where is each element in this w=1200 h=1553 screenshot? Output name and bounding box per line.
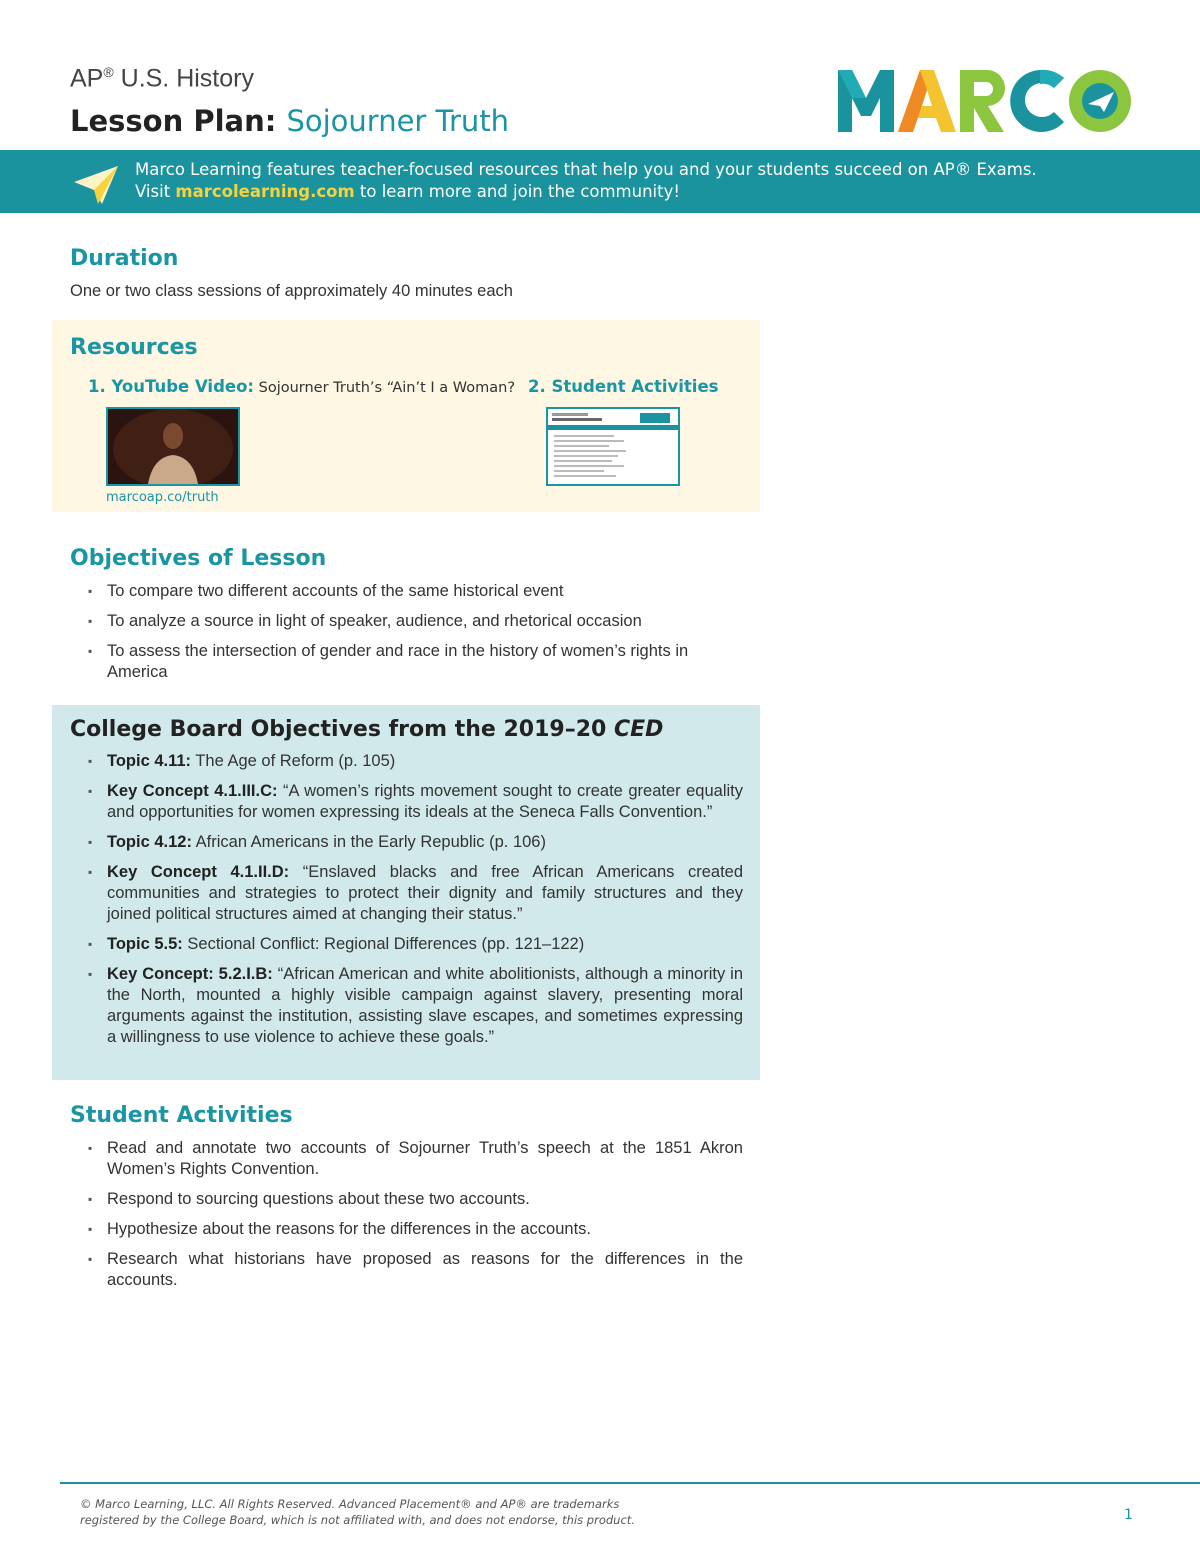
footer-divider bbox=[60, 1482, 1200, 1484]
resource-student-activities[interactable]: 2. Student Activities bbox=[528, 377, 719, 396]
list-item: ▪ Key Concept 4.1.II.D: “Enslaved blacks and free African Americans created communities and strategies to protect their dignity and family structures and they joined political structures aimed at changing their status.” bbox=[88, 862, 743, 925]
list-item: ▪ Research what historians have proposed as reasons for the differences in the accounts. bbox=[88, 1249, 743, 1291]
list-item: ▪ Key Concept 4.1.III.C: “A women’s rights movement sought to create greater equality and opportunities for women expressing its ideals at the Seneca Falls Convention.” bbox=[88, 781, 743, 823]
resource-youtube-video: 1. YouTube Video: Sojourner Truth’s “Ain’t I a Woman? bbox=[88, 377, 516, 396]
college-board-heading: College Board Objectives from the 2019–20 CED bbox=[70, 717, 664, 742]
list-item: ▪ Respond to sourcing questions about these two accounts. bbox=[88, 1189, 743, 1210]
page-number: 1 bbox=[1124, 1507, 1133, 1523]
video-link[interactable]: marcoap.co/truth bbox=[106, 490, 219, 505]
list-item: ▪ Topic 5.5: Sectional Conflict: Regional Differences (pp. 121–122) bbox=[88, 934, 743, 955]
student-activities-thumbnail[interactable] bbox=[546, 407, 680, 486]
list-item: ▪ Topic 4.12: African Americans in the Early Republic (p. 106) bbox=[88, 832, 743, 853]
marcolearning-link[interactable]: marcolearning.com bbox=[175, 182, 355, 201]
footer-copyright: © Marco Learning, LLC. All Rights Reserved. Advanced Placement® and AP® are trademarks registered by the College Board, which is not affiliated with, and does not endorse, this product. bbox=[80, 1497, 635, 1527]
list-item: ▪ Read and annotate two accounts of Sojourner Truth’s speech at the 1851 Akron Women’s Rights Convention. bbox=[88, 1138, 743, 1180]
page-title: Lesson Plan: Sojourner Truth bbox=[70, 104, 510, 138]
banner-visit-text: Visit marcolearning.com to learn more and join the community! bbox=[135, 182, 680, 201]
objectives-heading: Objectives of Lesson bbox=[70, 546, 327, 571]
list-item: ▪ To analyze a source in light of speaker, audience, and rhetorical occasion bbox=[88, 611, 743, 632]
banner-text: Marco Learning features teacher-focused resources that help you and your students succeed on AP® Exams. bbox=[135, 160, 1037, 179]
paper-plane-icon bbox=[72, 164, 120, 206]
list-item: ▪ To assess the intersection of gender and race in the history of women’s rights in America bbox=[88, 641, 743, 683]
marco-logo bbox=[838, 68, 1133, 132]
duration-text: One or two class sessions of approximately 40 minutes each bbox=[70, 282, 513, 300]
course-subject: AP® U.S. History bbox=[70, 64, 254, 93]
duration-heading: Duration bbox=[70, 246, 179, 271]
list-item: ▪ Key Concept: 5.2.I.B: “African American and white abolitionists, although a minority in the North, mounted a highly visible campaign against slavery, presenting moral arguments against the institution, assisting slave escapes, and sometimes expressing a willingness to use violence to achieve these goals.” bbox=[88, 964, 743, 1048]
college-board-list bbox=[88, 751, 743, 1048]
list-item: ▪ Hypothesize about the reasons for the differences in the accounts. bbox=[88, 1219, 743, 1240]
objectives-list bbox=[88, 581, 743, 683]
student-activities-heading: Student Activities bbox=[70, 1103, 293, 1128]
list-item: ▪ Topic 4.11: The Age of Reform (p. 105) bbox=[88, 751, 743, 772]
list-item: ▪ To compare two different accounts of the same historical event bbox=[88, 581, 743, 602]
resources-heading: Resources bbox=[70, 335, 198, 360]
student-activities-list bbox=[88, 1138, 743, 1291]
video-thumbnail[interactable] bbox=[106, 407, 240, 486]
